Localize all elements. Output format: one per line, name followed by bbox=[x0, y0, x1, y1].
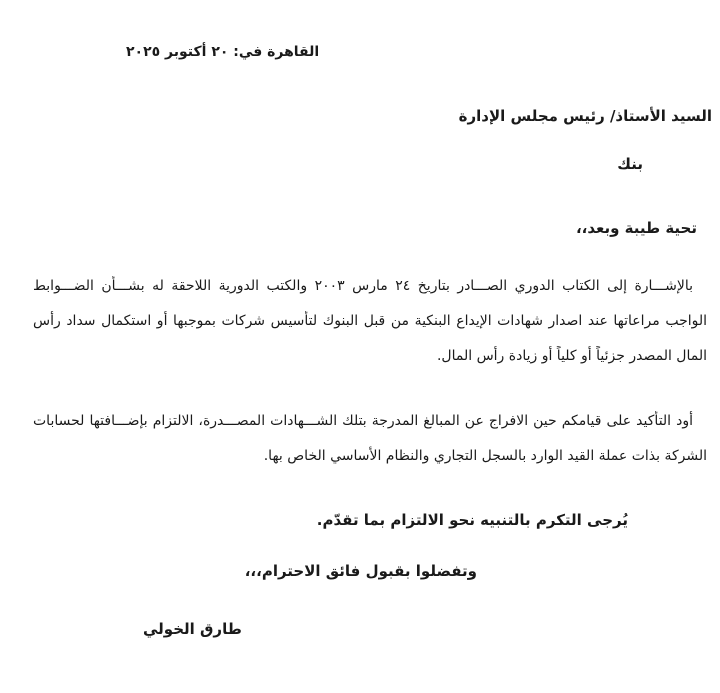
closing-note-line: يُرجى التكرم بالتنبيه نحو الالتزام بما تقدّم. bbox=[316, 511, 628, 529]
paragraph-2-line-2: الشركة بذات عملة القيد الوارد بالسجل التجاري والنظام الأساسي الخاص بها. bbox=[263, 448, 707, 464]
paragraph-1-line-3: المال المصدر جزئياً أو كلياً أو زيادة رأس المال. bbox=[436, 348, 707, 364]
salutation-line: تحية طيبة وبعد،، bbox=[575, 219, 697, 237]
addressee-line: السيد الأستاذ/ رئيس مجلس الإدارة bbox=[458, 107, 712, 125]
paragraph-1-line-2: الواجب مراعاتها عند اصدار شهادات الإيداع البنكية من قبل البنوك لتأسيس شركات بموجبها أو استكمال سداد رأس bbox=[33, 313, 707, 329]
paragraph-2-line-1: أود التأكيد على قيامكم حين الافراج عن المبالغ المدرجة بتلك الشـــهادات المصـــدرة، الالتزام بإضـــافتها لحسابات bbox=[33, 413, 693, 429]
addressee-entity: بنك bbox=[617, 155, 643, 173]
letter-date: القاهرة في: ٢٠ أكتوبر ٢٠٢٥ bbox=[126, 44, 320, 60]
paragraph-1-line-1: بالإشـــارة إلى الكتاب الدوري الصـــادر بتاريخ ٢٤ مارس ٢٠٠٣ والكتب الدورية اللاحقة له بشـــأن الضـــوابط bbox=[33, 278, 693, 294]
closing-salutation-line: وتفضلوا بقبول فائق الاحترام،،، bbox=[244, 562, 477, 580]
signature-name: طارق الخولي bbox=[143, 620, 242, 638]
